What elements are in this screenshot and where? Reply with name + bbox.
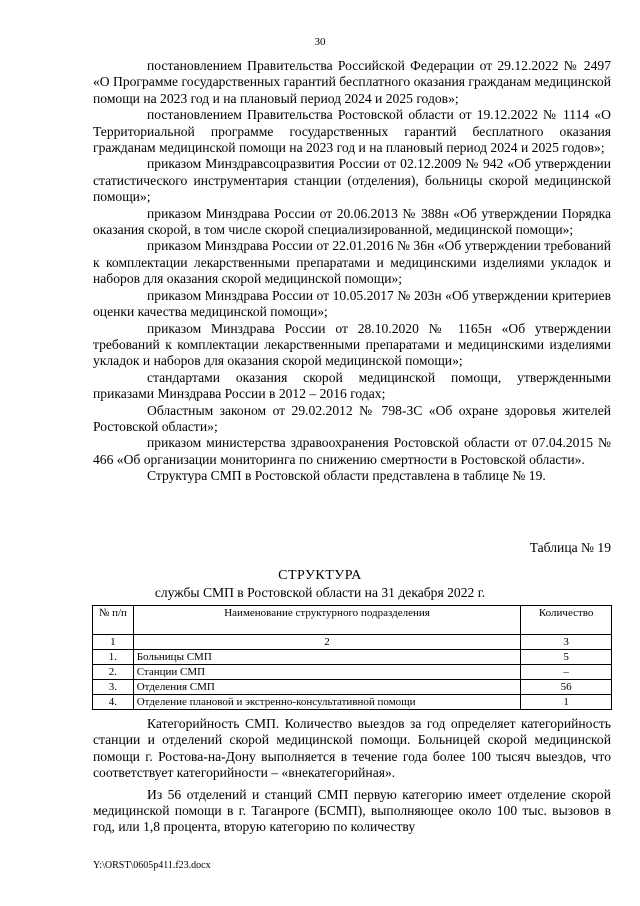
- row-name: Станции СМП: [133, 665, 521, 680]
- paragraph: приказом министерства здравоохранения Ростовской области от 07.04.2015 № 466 «Об организации мониторинга по снижению смертности в Ростовской области».: [93, 435, 611, 467]
- paragraph: Структура СМП в Ростовской области представлена в таблице № 19.: [147, 468, 546, 484]
- paragraph: Из 56 отделений и станций СМП первую категорию имеет отделение скорой медицинской помощи в г. Таганроге (БСМП), выполняющее около 100 тыс. вызовов в год, или 1,8 процента, вторую категорию по количеству: [93, 786, 611, 835]
- table-row: [93, 695, 612, 710]
- paragraph: приказом Минздрава России от 22.01.2016 № 36н «Об утверждении требований к комплектации лекарственными препаратами и медицинскими изделиями укладок и наборов для оказания скорой медицинской помощи»;: [93, 238, 611, 287]
- header-name: Наименование структурного подразделения: [133, 606, 521, 635]
- page-number: 30: [314, 36, 326, 48]
- row-number: 2.: [93, 665, 134, 680]
- header-number: № п/п: [93, 606, 134, 635]
- file-path-footer: Y:\ORST\0605p411.f23.docx: [93, 860, 211, 871]
- paragraph: Областным законом от 29.02.2012 № 798-ЗС «Об охране здоровья жителей Ростовской области»;: [93, 402, 611, 434]
- header-quantity: Количество: [521, 606, 612, 635]
- table-row: [93, 680, 612, 695]
- paragraph: приказом Минздрава России от 28.10.2020 № 1165н «Об утверждении требований к комплектации лекарственными препаратами и медицинскими изделиями укладок и наборов для оказания скорой медицинской помощи»;: [93, 320, 611, 369]
- row-quantity: –: [521, 665, 612, 680]
- category-section: [93, 716, 611, 836]
- row-number: 4.: [93, 695, 134, 710]
- index-cell: 3: [521, 635, 612, 650]
- paragraph: приказом Минздрава России от 10.05.2017 № 203н «Об утверждении критериев оценки качества медицинской помощи»;: [93, 287, 611, 320]
- row-quantity: 1: [521, 695, 612, 710]
- paragraph: Категорийность СМП. Количество выездов за год определяет категорийность станции и отделений скорой медицинской помощи. Больницей скорой медицинской помощи г. Ростова-на-Дону выполняется в течение года более 100 тысяч выездов, что соответствует категорийности – «внекатегорийная».: [93, 716, 611, 781]
- paragraph: приказом Минздравсоцразвития России от 02.12.2009 № 942 «Об утверждении статистического инструментария станции (отделения), больницы скорой медицинской помощи»;: [93, 156, 611, 205]
- row-name: Отделение плановой и экстренно-консультативной помощи: [133, 695, 521, 710]
- index-cell: 2: [133, 635, 521, 650]
- paragraph: приказом Минздрава России от 20.06.2013 № 388н «Об утверждении Порядка оказания скорой, в том числе скорой специализированной, медицинской помощи»;: [93, 205, 611, 238]
- row-name: Отделения СМП: [133, 680, 521, 695]
- table-header-row: [93, 606, 612, 635]
- table-title: СТРУКТУРА: [278, 568, 362, 583]
- index-cell: 1: [93, 635, 134, 650]
- table-label: Таблица № 19: [529, 540, 611, 555]
- paragraph: постановлением Правительства Ростовской области от 19.12.2022 № 1114 «О Территориальной программе государственных гарантий бесплатного оказания гражданам медицинской помощи на 2023 год и на плановый период 2024 и 2025 годов»;: [93, 107, 611, 156]
- paragraph: постановлением Правительства Российской Федерации от 29.12.2022 № 2497 «О Программе государственных гарантий бесплатного оказания гражданам медицинской помощи на 2023 год и на плановый период 2024 и 2025 годов»;: [93, 58, 611, 106]
- table-index-row: [93, 635, 612, 650]
- table-row: [93, 665, 612, 680]
- table-subtitle: службы СМП в Ростовской области на 31 декабря 2022 г.: [154, 585, 486, 600]
- row-name: Больницы СМП: [133, 650, 521, 665]
- legal-basis-list: [93, 58, 611, 485]
- table-row: [93, 650, 612, 665]
- row-number: 3.: [93, 680, 134, 695]
- structure-table: [92, 605, 612, 710]
- row-quantity: 56: [521, 680, 612, 695]
- paragraph: стандартами оказания скорой медицинской помощи, утвержденными приказами Минздрава России в 2012 – 2016 годах;: [93, 369, 611, 402]
- row-quantity: 5: [521, 650, 612, 665]
- row-number: 1.: [93, 650, 134, 665]
